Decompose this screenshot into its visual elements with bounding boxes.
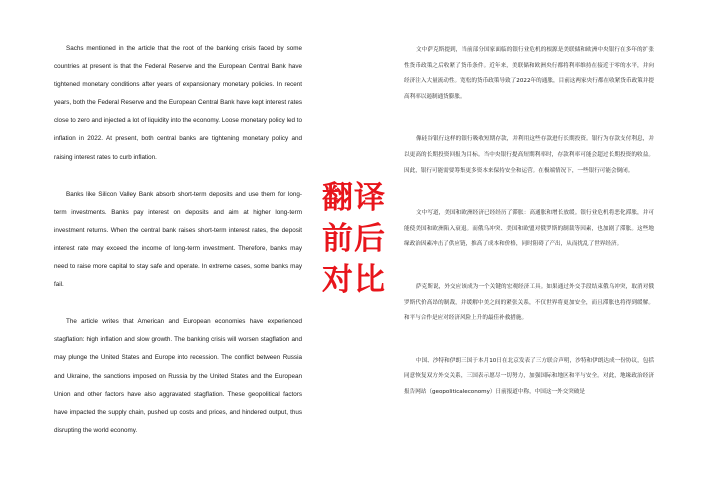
english-paragraph-1: Sachs mentioned in the article that the root of the banking crisis faced by some countries at present is that the Federal Reserve and the European Central Bank have tightened monetary conditions after years of expansionary monetary policies. In recent years, both the Federal Reserve and the European Central Bank have kept interest rates close to zero and injected a lot of liquidity into the economy. Loose monetary policy led to inflation in 2022. At present, both central banks are tightening monetary policy and raising interest rates to curb inflation.	[54, 45, 302, 161]
english-paragraph-2: Banks like Silicon Valley Bank absorb short-term deposits and use them for long-term investments. Banks pay interest on deposits and aim at higher long-term investment returns. When the central bank raises short-term interest rates, the deposit interest rate may exceed the income of long-term investment. Therefore, banks may need to raise more capital to stay safe and operate. In extreme cases, some banks may fail.	[54, 190, 302, 289]
title-line-2: 前后	[322, 221, 386, 257]
chinese-paragraph-5: 中国、沙特和伊朗三国于本月10日在北京发表了三方联合声明，沙特和伊朗达成一份协议，包括同意恢复双方外交关系，三国表示愿尽一切努力，加强国际和地区和平与安全。对此，地缘政治经济报告网站（geopoliticaleconomy）日前报道中称，中国这一外交突破是	[404, 357, 654, 395]
chinese-paragraph-1: 文中萨克斯提到，当前部分国家面临的银行业危机的根源是美联储和欧洲中央银行在多年的扩张性货币政策之后收紧了货币条件。近年来，美联储和欧洲央行都将利率维持在接近于零的水平，并向经济注入大量流动性。宽松的货币政策导致了2022年的通胀，目前这两家央行都在收紧货币政策并提高利率以遏制通货膨胀。	[404, 47, 654, 100]
title-line-1: 翻译	[322, 180, 386, 216]
translation-comparison-title	[318, 178, 390, 301]
title-line-3: 对比	[322, 262, 386, 298]
chinese-paragraph-2: 像硅谷银行这样的银行吸收短期存款，并利用这些存款进行长期投资。银行为存款支付利息，并以更高的长期投资回报为目标。当中央银行提高短期利率时，存款利率可能会超过长期投资的收益。因此，银行可能需要筹集更多资本来保持安全和运营。在极端情况下，一些银行可能会倒闭。	[404, 136, 654, 174]
chinese-paragraph-4: 萨克斯说，外交应该成为一个关键的宏观经济工具。如果通过外交手段结束俄乌冲突，取消对俄罗斯代价高昂的制裁，并缓解中美之间的紧张关系，不仅世界将更加安全，而且滞胀也将得到缓解。和平与合作是应对经济风险上升的最佳补救措施。	[404, 283, 654, 322]
english-paragraph-3: The article writes that American and European economies have experienced stagflation: high inflation and slow growth. The banking crisis will worsen stagflation and may plunge the United States and Europe into recession. The conflict between Russia and Ukraine, the sanctions imposed on Russia by the United States and the European Union and other factors have also aggravated stagflation. These geopolitical factors have impacted the supply chain, pushed up costs and prices, and hindered output, thus disrupting the world economy.	[54, 318, 302, 434]
english-column	[54, 40, 302, 440]
chinese-column	[404, 43, 654, 401]
chinese-paragraph-3: 文中写道，美国和欧洲经济已经经历了滞胀：高通胀和增长放缓。银行业危机将恶化滞胀，并可能使美国和欧洲陷入衰退。而俄乌冲突、美国和欧盟对俄罗斯的制裁等因素，也加剧了滞胀。这些地缘政治因素冲击了供应链，推高了成本和价格，同时阻碍了产出，从而扰乱了世界经济。	[404, 210, 654, 248]
